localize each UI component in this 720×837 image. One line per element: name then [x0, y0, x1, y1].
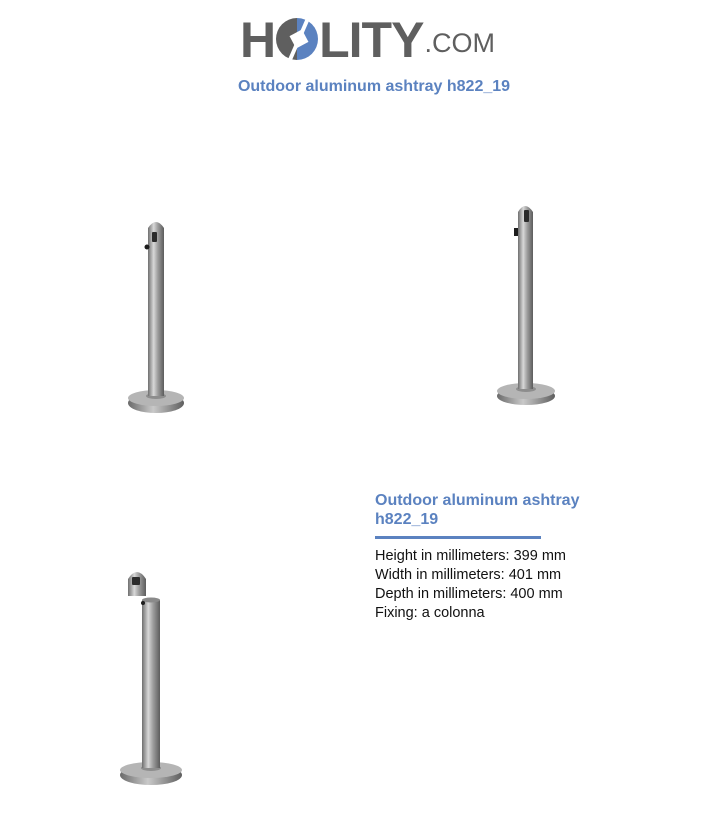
- product-title-line1: Outdoor aluminum ashtray: [375, 492, 580, 509]
- page-title: Outdoor aluminum ashtray h822_19: [237, 78, 511, 95]
- logo-tld: .COM: [424, 28, 495, 58]
- site-logo[interactable]: [240, 12, 495, 68]
- circle-o-logo-icon: [275, 12, 319, 68]
- spec-width: Width in millimeters: 401 mm: [375, 567, 562, 583]
- ashtray-side-view: [480, 200, 580, 410]
- spec-depth: Depth in millimeters: 400 mm: [375, 586, 563, 602]
- logo-letter-h: H: [240, 12, 276, 68]
- product-info: [375, 491, 675, 623]
- spec-fixing: Fixing: a colonna: [375, 605, 485, 621]
- spec-height: Height in millimeters: 399 mm: [375, 548, 566, 564]
- logo-letters-lity: LITY: [319, 12, 424, 68]
- ashtray-front-view: [110, 210, 210, 420]
- product-title-line2: h822_19: [375, 511, 439, 528]
- product-title: [375, 491, 675, 529]
- ashtray-open-view: [105, 565, 205, 790]
- title-divider: [375, 536, 541, 539]
